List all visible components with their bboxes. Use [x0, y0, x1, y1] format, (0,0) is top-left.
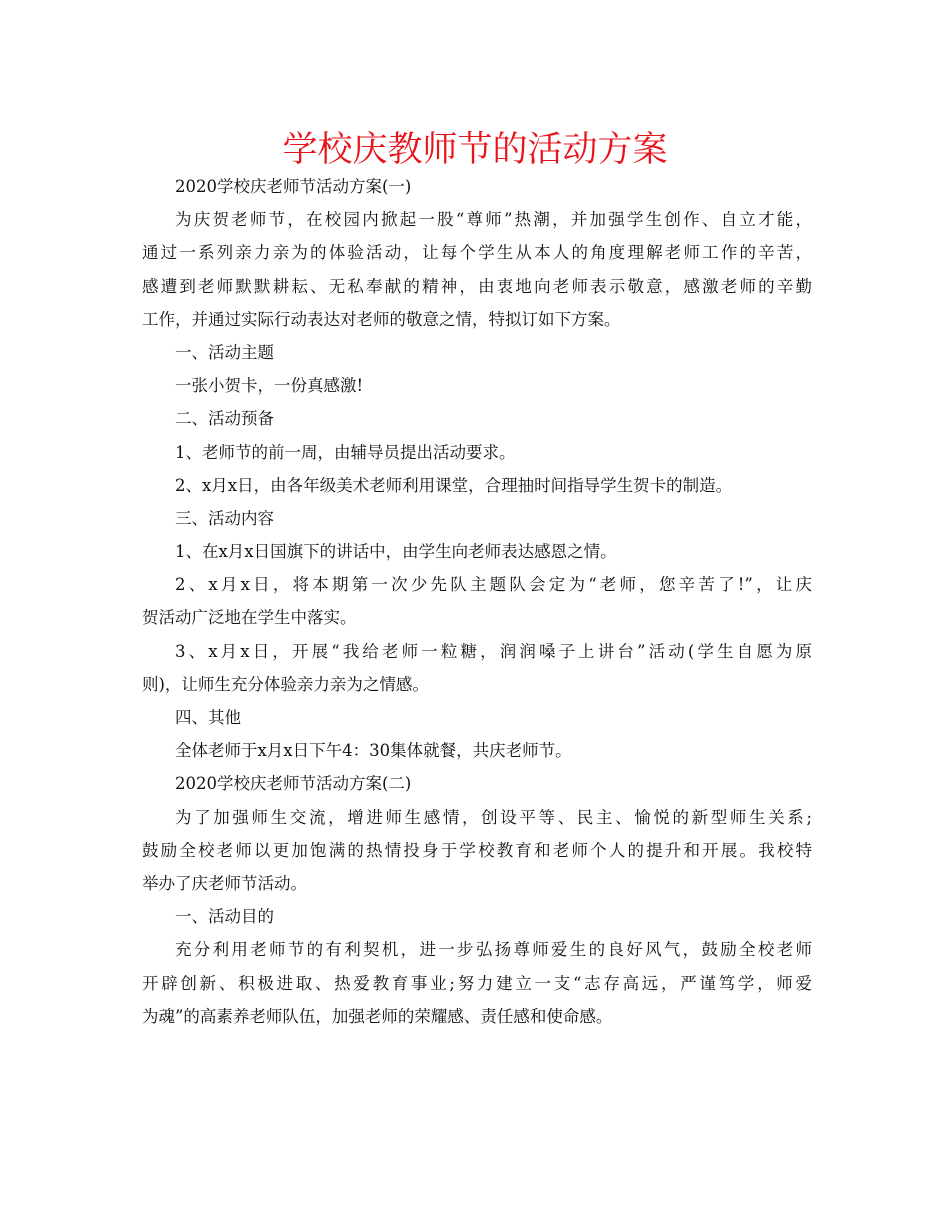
text-line: 感遭到老师默默耕耘、无私奉献的精神，由衷地向老师表示敬意，感激老师的辛勤 [142, 276, 812, 296]
text-line: 2、x月x日，由各年级美术老师利用课堂，合理抽时间指导学生贺卡的制造。 [175, 475, 733, 495]
text-line: 2、x月x日，将本期第一次少先队主题队会定为“老师，您辛苦了!”，让庆 [175, 575, 812, 595]
text-line: 一、活动目的 [175, 907, 274, 927]
text-line: 一、活动主题 [175, 342, 274, 362]
text-line: 四、其他 [175, 708, 241, 727]
text-line: 二、活动预备 [175, 409, 274, 429]
text-line: 2020学校庆老师节活动方案(一) [175, 177, 412, 196]
text-line: 3、x月x日，开展“我给老师一粒糖，润润嗓子上讲台”活动(学生自愿为原 [175, 641, 812, 661]
text-line: 2020学校庆老师节活动方案(二) [175, 774, 412, 794]
text-line: 贺活动广泛地在学生中落实。 [142, 608, 357, 628]
text-line: 全体老师于x月x日下午4：30集体就餐，共庆老师节。 [175, 741, 572, 761]
text-line: 三、活动内容 [175, 508, 274, 528]
text-line: 为魂”的高素养老师队伍，加强老师的荣耀感、责任感和使命感。 [142, 1006, 613, 1026]
text-line: 为庆贺老师节，在校园内掀起一股“尊师”热潮，并加强学生创作、自立才能， [175, 210, 812, 230]
document-title: 学校庆教师节的活动方案 [282, 130, 668, 170]
text-line: 为了加强师生交流，增进师生感情，创设平等、民主、愉悦的新型师生关系; [175, 807, 812, 827]
text-line: 举办了庆老师节活动。 [142, 873, 307, 893]
document-body [142, 170, 812, 1033]
text-line: 鼓励全校老师以更加饱满的热情投身于学校教育和老师个人的提升和开展。我校特 [142, 840, 812, 860]
text-line: 1、在x月x日国旗下的讲话中，由学生向老师表达感恩之情。 [175, 542, 617, 562]
text-line: 一张小贺卡，一份真感激! [175, 376, 364, 396]
text-line: 工作，并通过实际行动表达对老师的敬意之情，特拟订如下方案。 [142, 309, 621, 329]
text-line: 充分利用老师节的有利契机，进一步弘扬尊师爱生的良好风气，鼓励全校老师 [175, 940, 812, 960]
text-line: 通过一系列亲力亲为的体验活动，让每个学生从本人的角度理解老师工作的辛苦， [142, 243, 812, 263]
text-line: 开辟创新、积极进取、热爱教育事业;努力建立一支“志存高远，严谨笃学，师爱 [142, 973, 812, 993]
text-line: 1、老师节的前一周，由辅导员提出活动要求。 [175, 442, 516, 462]
text-line: 则)，让师生充分体验亲力亲为之情感。 [142, 674, 429, 694]
